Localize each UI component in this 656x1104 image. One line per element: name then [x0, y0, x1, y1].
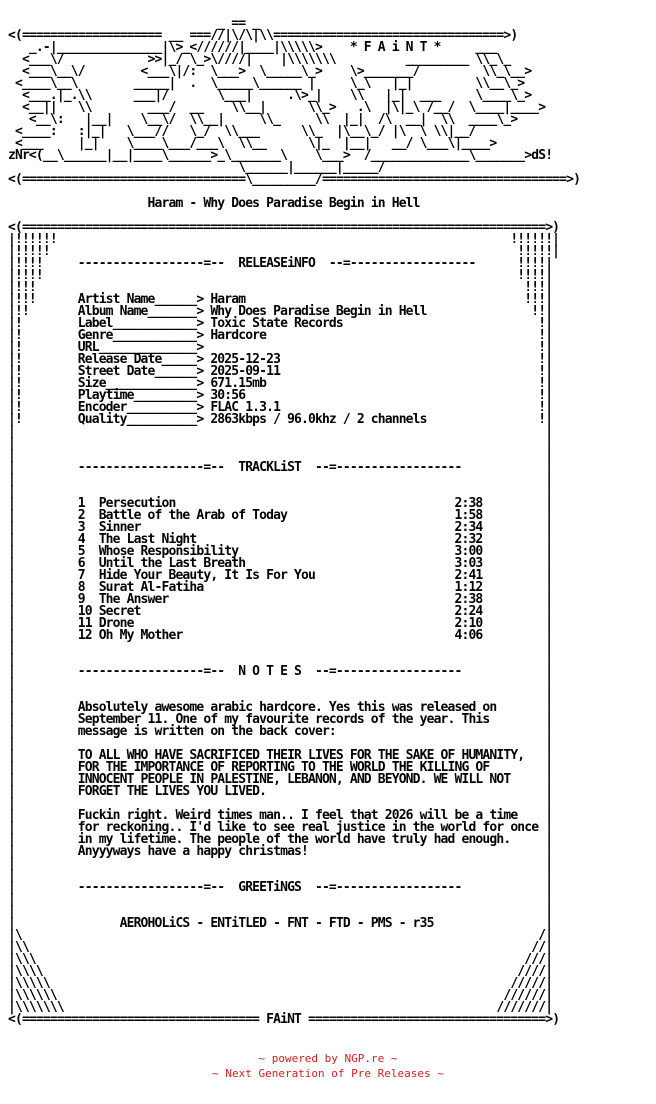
logo-art-line: <__|| \\ ___/ __ \\__| \\_> .\ |\|_\ /__/ \____|____>	[8, 100, 546, 115]
track-row: | 9 The Answer 2:38 |	[8, 592, 553, 607]
notes-line: | Absolutely awesome arabic hardcore. Yes this was released on |	[8, 700, 553, 715]
body-line: | |	[8, 736, 553, 751]
info-row: |! Size_____________> 671.15mb !|	[8, 376, 553, 391]
track-row: | 10 Secret 2:24 |	[8, 604, 553, 619]
notes-line: | FOR THE IMPORTANCE OF REPORTING TO THE WORLD THE KILLING OF |	[8, 760, 553, 775]
body-line: | |	[8, 436, 553, 451]
track-row: | 6 Until the Last Breath 3:03 |	[8, 556, 553, 571]
frame-ornament: |\\\\\\\ ///////|	[8, 1000, 553, 1015]
ngp-tagline: ~ Next Generation of Pre Releases ~	[212, 1067, 444, 1080]
logo-art-line: <(================================\_________/===================================>)	[8, 172, 581, 187]
logo-art-line: <____: :|_| \___// \_/ \\___ \\_ |\__\_/ |\ \ \\|__/	[8, 124, 476, 139]
section-header-tracklist: | ------------------=-- TRACKLiST --=------------------ |	[8, 460, 553, 475]
info-row: |!!! Artist Name______> Haram !!!|	[8, 292, 553, 307]
body-line: | |	[8, 796, 553, 811]
notes-line: | Fuckin right. Weird times man.. I feel that 2026 will be a time |	[8, 808, 553, 823]
body-line: | |	[8, 676, 553, 691]
frame-line: |!!!!!! !!!!!!|	[8, 232, 560, 247]
logo-art-line: <___ |_| \____\___/___\ \\__ \|_ |__| __/ \___\|____>	[8, 136, 497, 151]
section-header-info: |!!!! ------------------=-- RELEASEiNFO --=------------------ !!!!|	[8, 256, 553, 271]
body-line: | |	[8, 892, 553, 907]
body-line: | |	[8, 652, 553, 667]
body-line: | |	[8, 484, 553, 499]
body-line: | |	[8, 868, 553, 883]
powered-by-link[interactable]: ~ powered by NGP.re ~	[258, 1052, 398, 1065]
logo-art-line: zNr<(__\______|__|____\______>_\_______\ \___> /______________\_______>dS!	[8, 148, 553, 163]
logo-art-line: <____\__\ _____| . \_____\______ | \_\ |_| \\__\_>	[8, 76, 525, 91]
track-row: | 8 Surat Al-Fatiha 1:12 |	[8, 580, 553, 595]
info-row: |! Genre____________> Hardcore !|	[8, 328, 553, 343]
track-row: | 12 Oh My Mother 4:06 |	[8, 628, 553, 643]
info-row: |! URL______________> !|	[8, 340, 553, 355]
logo-art-line: <___\/ >>|_/ \_>\////| |\\\\\\\ _________ \\_\_	[8, 52, 511, 67]
track-row: | 7 Hide Your Beauty, It Is For You 2:41 |	[8, 568, 553, 583]
logo-art-line: <___.|_.\\ ___|/ \___| .\>_| \\ |_| ___ \____\_>	[8, 88, 532, 103]
track-row: | 4 The Last Night 2:32 |	[8, 532, 553, 547]
track-row: | 3 Sinner 2:34 |	[8, 520, 553, 535]
greetings-line: | AEROHOLiCS - ENTiTLED - FNT - FTD - PMS - r35 |	[8, 916, 553, 931]
info-row: |! Playtime_________> 30:56 !|	[8, 388, 553, 403]
logo-art-line: <(==================== __ ===//|\/\|\\=================================>)	[8, 28, 518, 43]
body-line: | |	[8, 904, 553, 919]
frame-top: <(===========================================================================>)	[8, 220, 560, 235]
logo-art-line: <__\: |__| \__\/ \\__| \\_ \\ |_| /\ __| \\ ____\_>	[8, 112, 518, 127]
logo-art-line: _.-|_______________|\>_<//////|____|\\\\\> * F A i N T * ___	[8, 40, 497, 55]
logo-art-line: \______|______|_____/	[8, 160, 385, 175]
notes-line: | September 11. One of my favourite records of the year. This |	[8, 712, 553, 727]
section-header-greetings: | ------------------=-- GREETiNGS --=------------------ |	[8, 880, 553, 895]
nfo-text	[8, 18, 580, 1026]
release-title: Haram - Why Does Paradise Begin in Hell	[8, 196, 420, 211]
track-row: | 1 Persecution 2:38 |	[8, 496, 553, 511]
notes-line: | in my lifetime. The people of the world have truly had enough. |	[8, 832, 553, 847]
logo-art-line: <___\__\/ <___\|/: \___> \_____\_> \>_______/ \\_\__>	[8, 64, 532, 79]
info-row: |! Encoder__________> FLAC 1.3.1 !|	[8, 400, 553, 415]
body-line: | |	[8, 424, 553, 439]
frame-ornament: |\ /|	[8, 928, 553, 943]
info-row: |!! Album Name_______> Why Does Paradise Begin in Hell !!|	[8, 304, 553, 319]
track-row: | 2 Battle of the Arab of Today 1:58 |	[8, 508, 553, 523]
frame-ornament: |\\\ ///|	[8, 952, 553, 967]
frame-ornament: |\\ //|	[8, 940, 553, 955]
footer-tag: FAiNT	[259, 1012, 309, 1027]
body-line: | |	[8, 640, 553, 655]
notes-line: | INNOCENT PEOPLE IN PALESTINE, LEBANON, AND BEYOND. WE WILL NOT |	[8, 772, 553, 787]
body-line: | |	[8, 856, 553, 871]
frame-ornament: |\\\\ ////|	[8, 964, 553, 979]
frame-ornament: |\\\\\\ //////|	[8, 988, 553, 1003]
notes-line: | FORGET THE LIVES YOU LIVED. |	[8, 784, 553, 799]
section-header-notes: | ------------------=-- N O T E S --=------------------ |	[8, 664, 553, 679]
info-row: |! Release Date_____> 2025-12-23 !|	[8, 352, 553, 367]
body-line: |!!! !!!|	[8, 280, 553, 295]
notes-line: | message is written on the back cover: |	[8, 724, 553, 739]
body-line: | |	[8, 472, 553, 487]
logo-art-line: _ == _	[8, 16, 260, 31]
info-row: |! Label____________> Toxic State Records !|	[8, 316, 553, 331]
info-row: |! Quality__________> 2863kbps / 96.0khz / 2 channels !|	[8, 412, 553, 427]
frame-line: |!!!!! !!!!!|	[8, 244, 560, 259]
track-row: | 11 Drone 2:10 |	[8, 616, 553, 631]
info-row: |! Street Date______> 2025-09-11 !|	[8, 364, 553, 379]
body-line: |!!!! !!!!|	[8, 268, 553, 283]
notes-line: | TO ALL WHO HAVE SACRIFICED THEIR LIVES FOR THE SAKE OF HUMANITY, |	[8, 748, 553, 763]
body-line: | |	[8, 448, 553, 463]
frame-ornament: |\\\\\ /////|	[8, 976, 553, 991]
notes-line: | Anyyyways have a happy christmas! |	[8, 844, 553, 859]
track-row: | 5 Whose Responsibility 3:00 |	[8, 544, 553, 559]
notes-line: | for reckoning.. I'd like to see real justice in the world for once |	[8, 820, 553, 835]
body-line: | |	[8, 688, 553, 703]
footer-frame: <(================================== FAiNT ==================================>)	[8, 1012, 560, 1027]
